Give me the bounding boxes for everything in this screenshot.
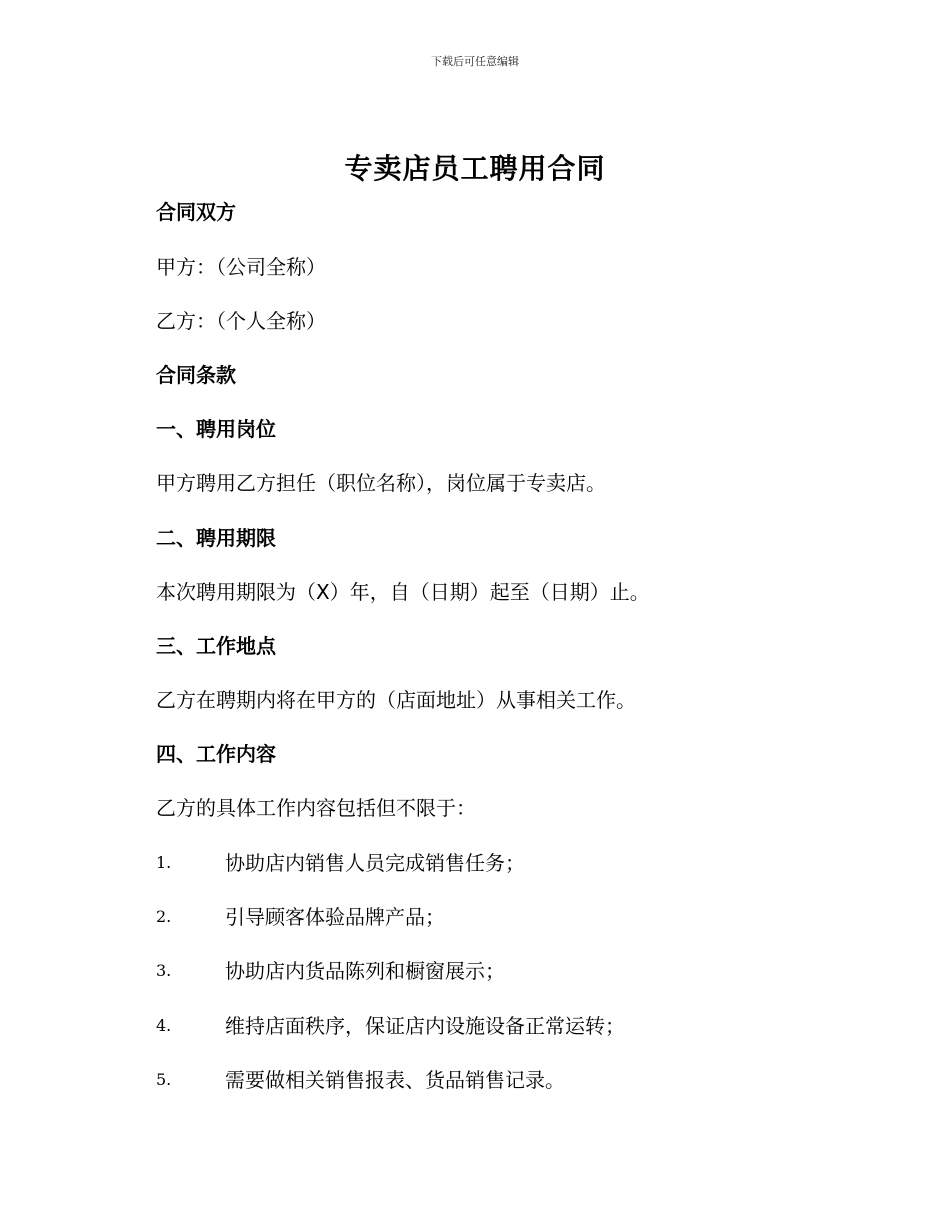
- list-item-number: 1.: [156, 853, 172, 872]
- list-item-text: 协助店内销售人员完成销售任务；: [225, 851, 525, 875]
- header-note: 下载后可任意编辑: [431, 55, 519, 68]
- terms-heading: 合同条款: [156, 363, 236, 387]
- party-a-line: 甲方：（公司全称）: [156, 255, 326, 279]
- list-item-text: 协助店内货品陈列和橱窗展示；: [225, 959, 505, 983]
- list-item-number: 2.: [156, 907, 172, 926]
- list-item-text: 需要做相关销售报表、货品销售记录。: [225, 1068, 565, 1092]
- section-4-heading: 四、工作内容: [156, 742, 276, 766]
- list-item-number: 4.: [156, 1016, 172, 1035]
- list-item-text: 引导顾客体验品牌产品；: [225, 905, 445, 929]
- party-b-line: 乙方：（个人全称）: [156, 309, 326, 333]
- list-item-text: 维持店面秩序，保证店内设施设备正常运转；: [225, 1014, 625, 1038]
- list-item-number: 3.: [156, 961, 172, 980]
- contract-title: 专卖店员工聘用合同: [344, 152, 606, 185]
- section-3-body: 乙方在聘期内将在甲方的（店面地址）从事相关工作。: [156, 688, 636, 712]
- list-item-number: 5.: [156, 1070, 172, 1089]
- section-3-heading: 三、工作地点: [156, 634, 276, 658]
- section-1-body: 甲方聘用乙方担任（职位名称），岗位属于专卖店。: [156, 471, 606, 495]
- section-2-body: 本次聘用期限为（X）年，自（日期）起至（日期）止。: [156, 580, 650, 604]
- section-4-body: 乙方的具体工作内容包括但不限于：: [156, 796, 476, 820]
- parties-heading: 合同双方: [156, 200, 236, 224]
- section-1-heading: 一、聘用岗位: [156, 417, 276, 441]
- section-2-heading: 二、聘用期限: [156, 526, 276, 550]
